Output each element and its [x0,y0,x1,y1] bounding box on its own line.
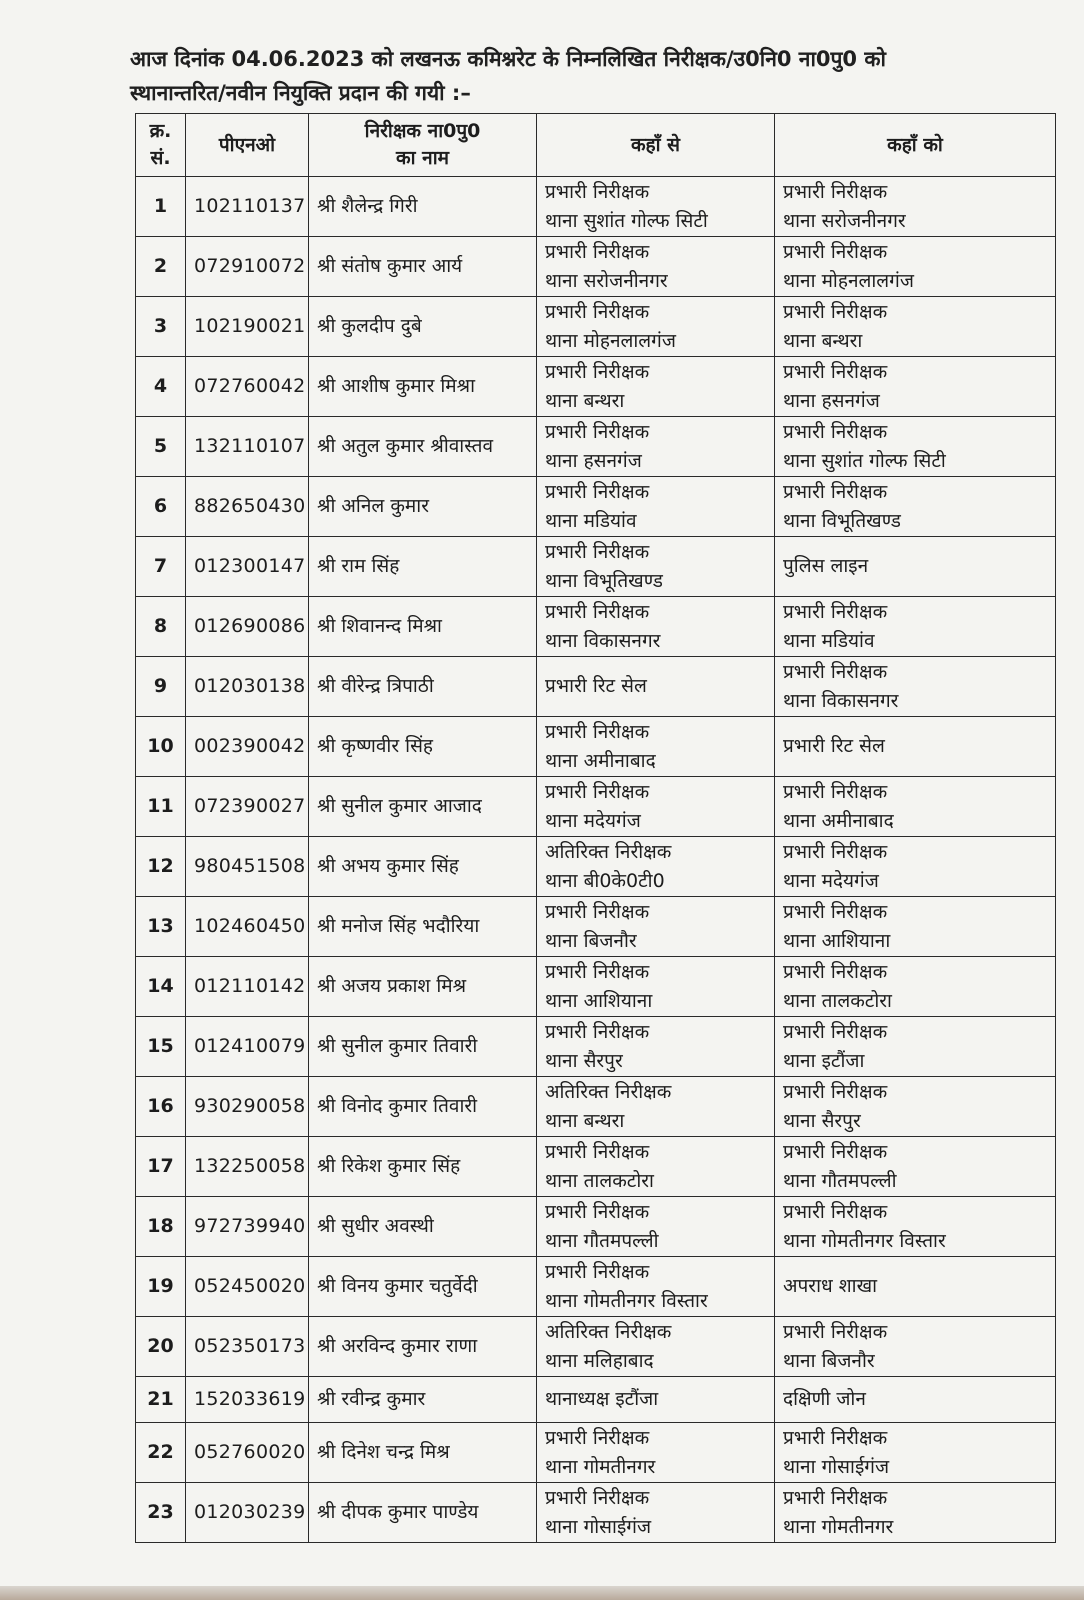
from-cell [537,1077,775,1137]
table-body [136,177,1056,1543]
to-cell [775,1377,1056,1423]
serial-cell: 7 [136,537,186,597]
to-cell [775,957,1056,1017]
header-serial [136,114,186,177]
from-line-2: थाना मडियांव [545,509,637,532]
from-line-2: थाना सरोजनीनगर [545,269,668,292]
table-row [136,1197,1056,1257]
from-line-1: प्रभारी निरीक्षक [545,360,650,383]
serial-cell: 19 [136,1257,186,1317]
from-line-1: अतिरिक्त निरीक्षक [545,1080,672,1103]
from-cell [537,1257,775,1317]
to-line-1: प्रभारी निरीक्षक [783,1080,888,1103]
from-cell [537,777,775,837]
to-line-2: थाना आशियाना [783,929,891,952]
table-row [136,477,1056,537]
table-row [136,837,1056,897]
from-cell [537,1483,775,1543]
from-line-1: प्रभारी निरीक्षक [545,1486,650,1509]
name-cell: श्री रिकेश कुमार सिंह [309,1137,537,1197]
to-line-2: थाना विकासनगर [783,689,899,712]
to-cell [775,477,1056,537]
from-cell [537,477,775,537]
pno-cell: 072760042 [186,357,309,417]
table-row [136,537,1056,597]
name-cell: श्री दिनेश चन्द्र मिश्र [309,1423,537,1483]
from-cell [537,177,775,237]
name-cell: श्री सुनील कुमार तिवारी [309,1017,537,1077]
to-line-1: प्रभारी निरीक्षक [783,840,888,863]
to-cell [775,897,1056,957]
from-line-2: थाना बन्थरा [545,1109,625,1132]
to-line-1: प्रभारी निरीक्षक [783,300,888,323]
from-line-2: थाना विकासनगर [545,629,661,652]
from-line-1: प्रभारी निरीक्षक [545,600,650,623]
name-cell: श्री कुलदीप दुबे [309,297,537,357]
table-header-row [136,114,1056,177]
serial-cell: 13 [136,897,186,957]
table-row [136,357,1056,417]
to-line-1: प्रभारी निरीक्षक [783,600,888,623]
serial-cell: 21 [136,1377,186,1423]
header-pno: पीएनओ [186,114,309,177]
table-row [136,1423,1056,1483]
name-cell: श्री सुनील कुमार आजाद [309,777,537,837]
to-line-2: थाना बिजनौर [783,1349,875,1372]
from-line-2: थाना बन्थरा [545,389,625,412]
table-row [136,237,1056,297]
from-line-2: थाना गौतमपल्ली [545,1229,659,1252]
name-cell: श्री अरविन्द कुमार राणा [309,1317,537,1377]
pno-cell: 012110142 [186,957,309,1017]
table-row [136,1377,1056,1423]
from-line-2: थाना विभूतिखण्ड [545,569,663,592]
serial-cell: 17 [136,1137,186,1197]
pno-cell: 102110137 [186,177,309,237]
from-line-2: थाना तालकटोरा [545,1169,654,1192]
name-cell: श्री अतुल कुमार श्रीवास्तव [309,417,537,477]
to-line-1: प्रभारी निरीक्षक [783,1426,888,1449]
name-cell: श्री विनय कुमार चतुर्वेदी [309,1257,537,1317]
from-cell [537,1377,775,1423]
from-line-2: थाना अमीनाबाद [545,749,656,772]
from-cell [537,897,775,957]
to-line-2: थाना मोहनलालगंज [783,269,914,292]
pno-cell: 002390042 [186,717,309,777]
to-line-1: प्रभारी निरीक्षक [783,960,888,983]
table-row [136,1017,1056,1077]
name-cell: श्री अनिल कुमार [309,477,537,537]
table-row [136,1257,1056,1317]
name-cell: श्री अभय कुमार सिंह [309,837,537,897]
from-cell [537,357,775,417]
to-cell [775,357,1056,417]
from-line-1: प्रभारी निरीक्षक [545,1140,650,1163]
to-cell [775,417,1056,477]
table-row [136,657,1056,717]
name-cell: श्री रवीन्द्र कुमार [309,1377,537,1423]
to-cell [775,537,1056,597]
from-line-1: प्रभारी निरीक्षक [545,900,650,923]
serial-cell: 15 [136,1017,186,1077]
table-row [136,1077,1056,1137]
to-line-1: प्रभारी निरीक्षक [783,1320,888,1343]
from-line-2: थाना मलिहाबाद [545,1349,654,1372]
pno-cell: 972739940 [186,1197,309,1257]
from-cell [537,537,775,597]
serial-cell: 2 [136,237,186,297]
from-line-2: थाना गोमतीनगर विस्तार [545,1289,708,1312]
pno-cell: 882650430 [186,477,309,537]
pno-cell: 052350173 [186,1317,309,1377]
to-line-2: थाना मदेयगंज [783,869,879,892]
from-cell [537,297,775,357]
name-cell: श्री विनोद कुमार तिवारी [309,1077,537,1137]
pno-cell: 012690086 [186,597,309,657]
name-cell: श्री अजय प्रकाश मिश्र [309,957,537,1017]
name-cell: श्री वीरेन्द्र त्रिपाठी [309,657,537,717]
from-line-1: प्रभारी निरीक्षक [545,480,650,503]
pno-cell: 052450020 [186,1257,309,1317]
name-cell: श्री आशीष कुमार मिश्रा [309,357,537,417]
to-line-2: थाना हसनगंज [783,389,880,412]
pno-cell: 012300147 [186,537,309,597]
from-line-1: प्रभारी रिट सेल [545,675,647,697]
serial-cell: 9 [136,657,186,717]
from-cell [537,837,775,897]
from-cell [537,717,775,777]
to-line-2: थाना सुशांत गोल्फ सिटी [783,449,946,472]
from-line-1: प्रभारी निरीक्षक [545,1426,650,1449]
pno-cell: 012030138 [186,657,309,717]
header-serial-line-2: सं. [150,147,171,169]
from-line-2: थाना बिजनौर [545,929,637,952]
from-cell [537,237,775,297]
pno-cell: 012030239 [186,1483,309,1543]
to-line-2: थाना बन्थरा [783,329,863,352]
to-line-1: प्रभारी निरीक्षक [783,360,888,383]
serial-cell: 23 [136,1483,186,1543]
pno-cell: 102190021 [186,297,309,357]
name-cell: श्री कृष्णवीर सिंह [309,717,537,777]
table-row [136,1317,1056,1377]
from-line-1: अतिरिक्त निरीक्षक [545,1320,672,1343]
serial-cell: 18 [136,1197,186,1257]
serial-cell: 12 [136,837,186,897]
serial-cell: 4 [136,357,186,417]
pno-cell: 132110107 [186,417,309,477]
serial-cell: 3 [136,297,186,357]
to-line-1: प्रभारी निरीक्षक [783,180,888,203]
name-cell: श्री शिवानन्द मिश्रा [309,597,537,657]
pno-cell: 132250058 [186,1137,309,1197]
table-row [136,597,1056,657]
from-line-2: थाना आशियाना [545,989,653,1012]
to-cell [775,1423,1056,1483]
to-line-1: प्रभारी निरीक्षक [783,660,888,683]
to-line-1: प्रभारी निरीक्षक [783,1140,888,1163]
paper-edge [0,1586,1084,1600]
from-line-1: थानाध्यक्ष इटौंजा [545,1388,659,1410]
to-line-1: प्रभारी निरीक्षक [783,420,888,443]
to-cell [775,1483,1056,1543]
heading-line-1: आज दिनांक 04.06.2023 को लखनऊ कमिश्नरेट के निम्नलिखित निरीक्षक/उ0नि0 ना0पु0 को [130,47,886,71]
to-line-1: प्रभारी निरीक्षक [783,780,888,803]
to-line-2: थाना अमीनाबाद [783,809,894,832]
to-line-2: थाना गोमतीनगर [783,1515,894,1538]
table-row [136,417,1056,477]
to-cell [775,1197,1056,1257]
serial-cell: 14 [136,957,186,1017]
serial-cell: 20 [136,1317,186,1377]
from-cell [537,597,775,657]
from-cell [537,1137,775,1197]
from-cell [537,957,775,1017]
from-line-1: प्रभारी निरीक्षक [545,420,650,443]
to-cell [775,237,1056,297]
from-line-2: थाना सुशांत गोल्फ सिटी [545,209,708,232]
to-cell [775,1077,1056,1137]
to-line-2: थाना तालकटोरा [783,989,892,1012]
name-cell: श्री मनोज सिंह भदौरिया [309,897,537,957]
from-cell [537,1423,775,1483]
to-line-1: प्रभारी निरीक्षक [783,240,888,263]
from-line-2: थाना गोमतीनगर [545,1455,656,1478]
name-cell: श्री संतोष कुमार आर्य [309,237,537,297]
document-heading [130,42,1060,110]
from-line-2: थाना बी0के0टी0 [545,869,665,892]
table-row [136,1483,1056,1543]
table-row [136,777,1056,837]
to-line-1: दक्षिणी जोन [783,1388,866,1410]
table-row [136,177,1056,237]
from-line-1: प्रभारी निरीक्षक [545,720,650,743]
pno-cell: 152033619 [186,1377,309,1423]
to-cell [775,1257,1056,1317]
serial-cell: 11 [136,777,186,837]
serial-cell: 10 [136,717,186,777]
to-line-1: अपराध शाखा [783,1275,878,1297]
to-line-1: प्रभारी निरीक्षक [783,480,888,503]
header-from: कहाँ से [537,114,775,177]
from-cell [537,1317,775,1377]
to-cell [775,717,1056,777]
to-cell [775,597,1056,657]
to-line-2: थाना इटौंजा [783,1049,865,1072]
to-cell [775,657,1056,717]
serial-cell: 22 [136,1423,186,1483]
from-line-1: प्रभारी निरीक्षक [545,240,650,263]
to-line-1: प्रभारी निरीक्षक [783,1020,888,1043]
serial-cell: 5 [136,417,186,477]
from-line-2: थाना गोसाईगंज [545,1515,652,1538]
from-line-1: अतिरिक्त निरीक्षक [545,840,672,863]
to-line-1: प्रभारी निरीक्षक [783,1486,888,1509]
to-line-2: थाना सरोजनीनगर [783,209,906,232]
to-line-2: थाना मडियांव [783,629,875,652]
transfer-table [135,113,1056,1543]
to-line-2: थाना गौतमपल्ली [783,1169,897,1192]
name-cell: श्री शैलेन्द्र गिरी [309,177,537,237]
from-line-1: प्रभारी निरीक्षक [545,180,650,203]
to-cell [775,1137,1056,1197]
from-line-1: प्रभारी निरीक्षक [545,960,650,983]
serial-cell: 8 [136,597,186,657]
from-line-2: थाना हसनगंज [545,449,642,472]
header-name-line-1: निरीक्षक ना0पु0 [364,120,481,142]
from-cell [537,1017,775,1077]
name-cell: श्री सुधीर अवस्थी [309,1197,537,1257]
from-line-1: प्रभारी निरीक्षक [545,540,650,563]
header-to: कहाँ को [775,114,1056,177]
from-cell [537,417,775,477]
header-serial-line-1: क्र. [149,120,172,142]
pno-cell: 930290058 [186,1077,309,1137]
serial-cell: 6 [136,477,186,537]
serial-cell: 1 [136,177,186,237]
to-line-1: प्रभारी निरीक्षक [783,1200,888,1223]
from-cell [537,1197,775,1257]
pno-cell: 072390027 [186,777,309,837]
from-line-2: थाना मोहनलालगंज [545,329,676,352]
serial-cell: 16 [136,1077,186,1137]
pno-cell: 102460450 [186,897,309,957]
to-cell [775,177,1056,237]
from-line-1: प्रभारी निरीक्षक [545,1200,650,1223]
table-row [136,957,1056,1017]
to-line-1: प्रभारी रिट सेल [783,735,885,757]
header-name-line-2: का नाम [396,147,449,169]
to-cell [775,1017,1056,1077]
name-cell: श्री राम सिंह [309,537,537,597]
pno-cell: 012410079 [186,1017,309,1077]
to-line-2: थाना विभूतिखण्ड [783,509,901,532]
table-row [136,297,1056,357]
from-line-1: प्रभारी निरीक्षक [545,1020,650,1043]
to-line-2: थाना गोसाईगंज [783,1455,890,1478]
table-row [136,1137,1056,1197]
heading-line-2: स्थानान्तरित/नवीन नियुक्ति प्रदान की गयी :– [130,81,471,105]
to-cell [775,777,1056,837]
to-line-1: प्रभारी निरीक्षक [783,900,888,923]
pno-cell: 072910072 [186,237,309,297]
pno-cell: 980451508 [186,837,309,897]
from-line-1: प्रभारी निरीक्षक [545,300,650,323]
header-name [309,114,537,177]
from-cell [537,657,775,717]
from-line-2: थाना मदेयगंज [545,809,641,832]
table-row [136,897,1056,957]
name-cell: श्री दीपक कुमार पाण्डेय [309,1483,537,1543]
to-cell [775,297,1056,357]
to-line-2: थाना सैरपुर [783,1109,861,1132]
table-row [136,717,1056,777]
from-line-1: प्रभारी निरीक्षक [545,1260,650,1283]
to-line-2: थाना गोमतीनगर विस्तार [783,1229,946,1252]
to-cell [775,1317,1056,1377]
from-line-2: थाना सैरपुर [545,1049,623,1072]
to-cell [775,837,1056,897]
pno-cell: 052760020 [186,1423,309,1483]
from-line-1: प्रभारी निरीक्षक [545,780,650,803]
to-line-1: पुलिस लाइन [783,555,869,577]
